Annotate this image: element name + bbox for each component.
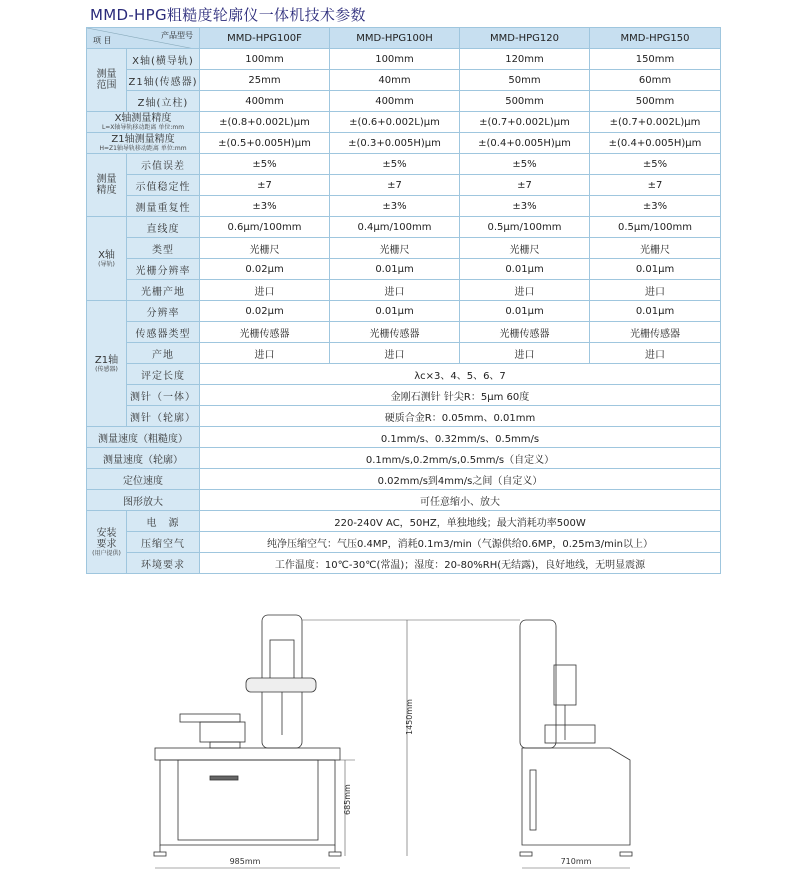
table-cell-merged: 金刚石测针 针尖R：5μm 60度	[200, 385, 721, 406]
table-cell: 进口	[590, 280, 721, 301]
front-table-top	[155, 748, 340, 760]
table-cell: 0.01μm	[590, 259, 721, 280]
table-cell: 进口	[460, 343, 590, 364]
side-cabinet	[522, 748, 630, 845]
table-row	[87, 280, 721, 301]
table-cell: 进口	[200, 280, 330, 301]
row-label: 示值稳定性	[127, 175, 200, 196]
table-cell: ±5%	[460, 154, 590, 175]
front-foot-left	[154, 852, 166, 856]
table-cell: 0.01μm	[460, 259, 590, 280]
row-label: X轴(横导轨)	[127, 49, 200, 70]
row-label: 测针（一体）	[127, 385, 200, 406]
table-row	[87, 91, 721, 112]
table-cell: ±7	[330, 175, 460, 196]
table-cell: 光栅传感器	[330, 322, 460, 343]
table-row	[87, 406, 721, 427]
table-row	[87, 217, 721, 238]
table-row	[87, 469, 721, 490]
table-cell-merged: 0.1mm/s、0.32mm/s、0.5mm/s	[200, 427, 721, 448]
table-cell: ±5%	[590, 154, 721, 175]
row-label: 环境要求	[127, 553, 200, 574]
group-note: (用户提供)	[92, 549, 121, 557]
table-cell: 0.5μm/100mm	[460, 217, 590, 238]
row-label: 测针（轮廓）	[127, 406, 200, 427]
table-row	[87, 511, 721, 532]
table-cell: ±3%	[590, 196, 721, 217]
table-cell: ±(0.7+0.002L)μm	[590, 112, 721, 133]
table-cell: ±(0.6+0.002L)μm	[330, 112, 460, 133]
group-label: Z1轴	[94, 354, 119, 366]
table-cell: 0.01μm	[590, 301, 721, 322]
row-label: 光栅分辨率	[127, 259, 200, 280]
dim-label-1450: 1450mm	[405, 699, 414, 735]
table-row	[87, 427, 721, 448]
table-cell: 光栅传感器	[200, 322, 330, 343]
spec-table	[86, 27, 721, 574]
group-label: 安装要求	[96, 527, 117, 550]
table-cell-merged: 硬质合金R：0.05mm、0.01mm	[200, 406, 721, 427]
table-row	[87, 238, 721, 259]
table-cell: 0.01μm	[330, 259, 460, 280]
side-foot-left	[520, 852, 532, 856]
table-cell-merged: 0.02mm/s到4mm/s之间（自定义）	[200, 469, 721, 490]
table-row	[87, 322, 721, 343]
row-label: 类型	[127, 238, 200, 259]
front-cabinet-door	[178, 760, 318, 840]
row-label: 测量速度（粗糙度）	[87, 427, 200, 448]
table-row	[87, 70, 721, 91]
row-label: 压缩空气	[127, 532, 200, 553]
group-install	[87, 511, 127, 574]
row-label-x-accuracy	[87, 112, 200, 133]
side-panel	[530, 770, 536, 830]
row-label: 评定长度	[127, 364, 200, 385]
table-cell: 0.5μm/100mm	[590, 217, 721, 238]
table-cell: 进口	[590, 343, 721, 364]
table-cell: ±7	[200, 175, 330, 196]
front-cabinet	[160, 760, 335, 845]
table-cell: 进口	[330, 280, 460, 301]
corner-bottom-label: 项 目	[93, 36, 112, 45]
table-cell: 400mm	[200, 91, 330, 112]
table-cell: 25mm	[200, 70, 330, 91]
table-row	[87, 301, 721, 322]
side-column	[520, 620, 556, 748]
table-cell: 150mm	[590, 49, 721, 70]
table-cell: ±3%	[460, 196, 590, 217]
table-row	[87, 196, 721, 217]
table-cell: 光栅尺	[200, 238, 330, 259]
table-row	[87, 133, 721, 154]
front-arm	[246, 678, 316, 692]
table-row	[87, 175, 721, 196]
group-measure-range: 测量范围	[87, 49, 127, 112]
dim-label-985: 985mm	[229, 857, 261, 866]
table-cell: ±(0.7+0.002L)μm	[460, 112, 590, 133]
group-z1-axis	[87, 301, 127, 427]
table-cell: 光栅尺	[590, 238, 721, 259]
table-row	[87, 385, 721, 406]
row-label: 分辨率	[127, 301, 200, 322]
table-cell: ±5%	[200, 154, 330, 175]
table-cell: ±(0.8+0.002L)μm	[200, 112, 330, 133]
table-row	[87, 49, 721, 70]
table-cell: 0.01μm	[460, 301, 590, 322]
model-header: MMD-HPG150	[590, 28, 721, 49]
page-title: MMD-HPG粗糙度轮廓仪一体机技术参数	[90, 6, 366, 24]
front-foot-right	[329, 852, 341, 856]
row-label: 图形放大	[87, 490, 200, 511]
row-label: 示值误差	[127, 154, 200, 175]
table-row	[87, 259, 721, 280]
table-cell: 0.02μm	[200, 259, 330, 280]
row-label: Z1轴(传感器)	[127, 70, 200, 91]
side-stage	[545, 725, 595, 743]
row-label: 直线度	[127, 217, 200, 238]
table-cell: 120mm	[460, 49, 590, 70]
machine-drawing	[150, 610, 650, 875]
table-cell-merged: 0.1mm/s,0.2mm/s,0.5mm/s（自定义）	[200, 448, 721, 469]
table-cell: 光栅尺	[460, 238, 590, 259]
front-column-head	[270, 640, 294, 680]
table-row	[87, 112, 721, 133]
table-cell: 0.01μm	[330, 301, 460, 322]
dim-label-685: 685mm	[343, 784, 352, 815]
row-label: Z轴(立柱)	[127, 91, 200, 112]
table-cell: 400mm	[330, 91, 460, 112]
table-cell: 100mm	[200, 49, 330, 70]
table-cell: ±(0.3+0.005H)μm	[330, 133, 460, 154]
table-cell: 0.02μm	[200, 301, 330, 322]
row-note: H=Z1轴导轨移动距离 单位:mm	[99, 145, 187, 152]
table-cell-merged: 220-240V AC，50HZ，单独地线；最大消耗功率500W	[200, 511, 721, 532]
row-label: 测量速度（轮廓）	[87, 448, 200, 469]
group-measure-precision: 测量精度	[87, 154, 127, 217]
table-cell-merged: 工作温度：10℃-30℃(常温)；湿度：20-80%RH(无结露)，良好地线，无明显震源	[200, 553, 721, 574]
corner-top-label: 产品型号	[161, 31, 193, 40]
front-handle	[210, 776, 238, 780]
group-note: (传感器)	[95, 365, 118, 373]
table-cell-merged: 纯净压缩空气：气压0.4MP，消耗0.1m3/min（气源供给0.6MP，0.25m3/min以上）	[200, 532, 721, 553]
table-cell: 40mm	[330, 70, 460, 91]
table-cell: ±3%	[330, 196, 460, 217]
table-cell: 0.6μm/100mm	[200, 217, 330, 238]
row-label: 光栅产地	[127, 280, 200, 301]
model-header: MMD-HPG120	[460, 28, 590, 49]
table-cell: ±5%	[330, 154, 460, 175]
table-cell: ±(0.4+0.005H)μm	[590, 133, 721, 154]
table-cell: ±7	[460, 175, 590, 196]
table-row	[87, 553, 721, 574]
dim-label-710: 710mm	[560, 857, 592, 866]
row-label-z1-accuracy	[87, 133, 200, 154]
table-cell: ±7	[590, 175, 721, 196]
model-header: MMD-HPG100H	[330, 28, 460, 49]
table-cell: 光栅传感器	[460, 322, 590, 343]
row-note: L=X轴导轨移动距离 单位:mm	[101, 124, 185, 131]
table-row	[87, 343, 721, 364]
table-cell: 进口	[200, 343, 330, 364]
front-vise	[200, 722, 245, 742]
table-cell-merged: λc×3、4、5、6、7	[200, 364, 721, 385]
table-row	[87, 532, 721, 553]
table-row	[87, 490, 721, 511]
row-label: 定位速度	[87, 469, 200, 490]
table-cell: 光栅传感器	[590, 322, 721, 343]
table-cell: 光栅尺	[330, 238, 460, 259]
table-cell: 50mm	[460, 70, 590, 91]
table-row	[87, 448, 721, 469]
table-cell: 0.4μm/100mm	[330, 217, 460, 238]
front-vise-jaws	[180, 714, 240, 722]
corner-header	[87, 28, 200, 49]
group-note: (导轨)	[98, 260, 115, 268]
group-x-axis	[87, 217, 127, 301]
table-cell: ±(0.5+0.005H)μm	[200, 133, 330, 154]
table-row	[87, 364, 721, 385]
side-foot-right	[620, 852, 632, 856]
table-cell: 500mm	[460, 91, 590, 112]
row-label: 传感器类型	[127, 322, 200, 343]
table-cell: ±(0.4+0.005H)μm	[460, 133, 590, 154]
table-cell: ±3%	[200, 196, 330, 217]
row-label: 产地	[127, 343, 200, 364]
table-cell: 进口	[460, 280, 590, 301]
row-label: Z1轴测量精度	[111, 134, 175, 145]
group-label: X轴	[98, 249, 115, 261]
table-cell: 100mm	[330, 49, 460, 70]
row-label: X轴测量精度	[114, 113, 172, 124]
table-cell: 进口	[330, 343, 460, 364]
table-cell: 500mm	[590, 91, 721, 112]
table-row	[87, 154, 721, 175]
row-label: 测量重复性	[127, 196, 200, 217]
table-header-row	[87, 28, 721, 49]
row-label: 电 源	[127, 511, 200, 532]
table-cell-merged: 可任意缩小、放大	[200, 490, 721, 511]
model-header: MMD-HPG100F	[200, 28, 330, 49]
side-head	[554, 665, 576, 705]
table-cell: 60mm	[590, 70, 721, 91]
front-vise-base	[210, 742, 240, 748]
